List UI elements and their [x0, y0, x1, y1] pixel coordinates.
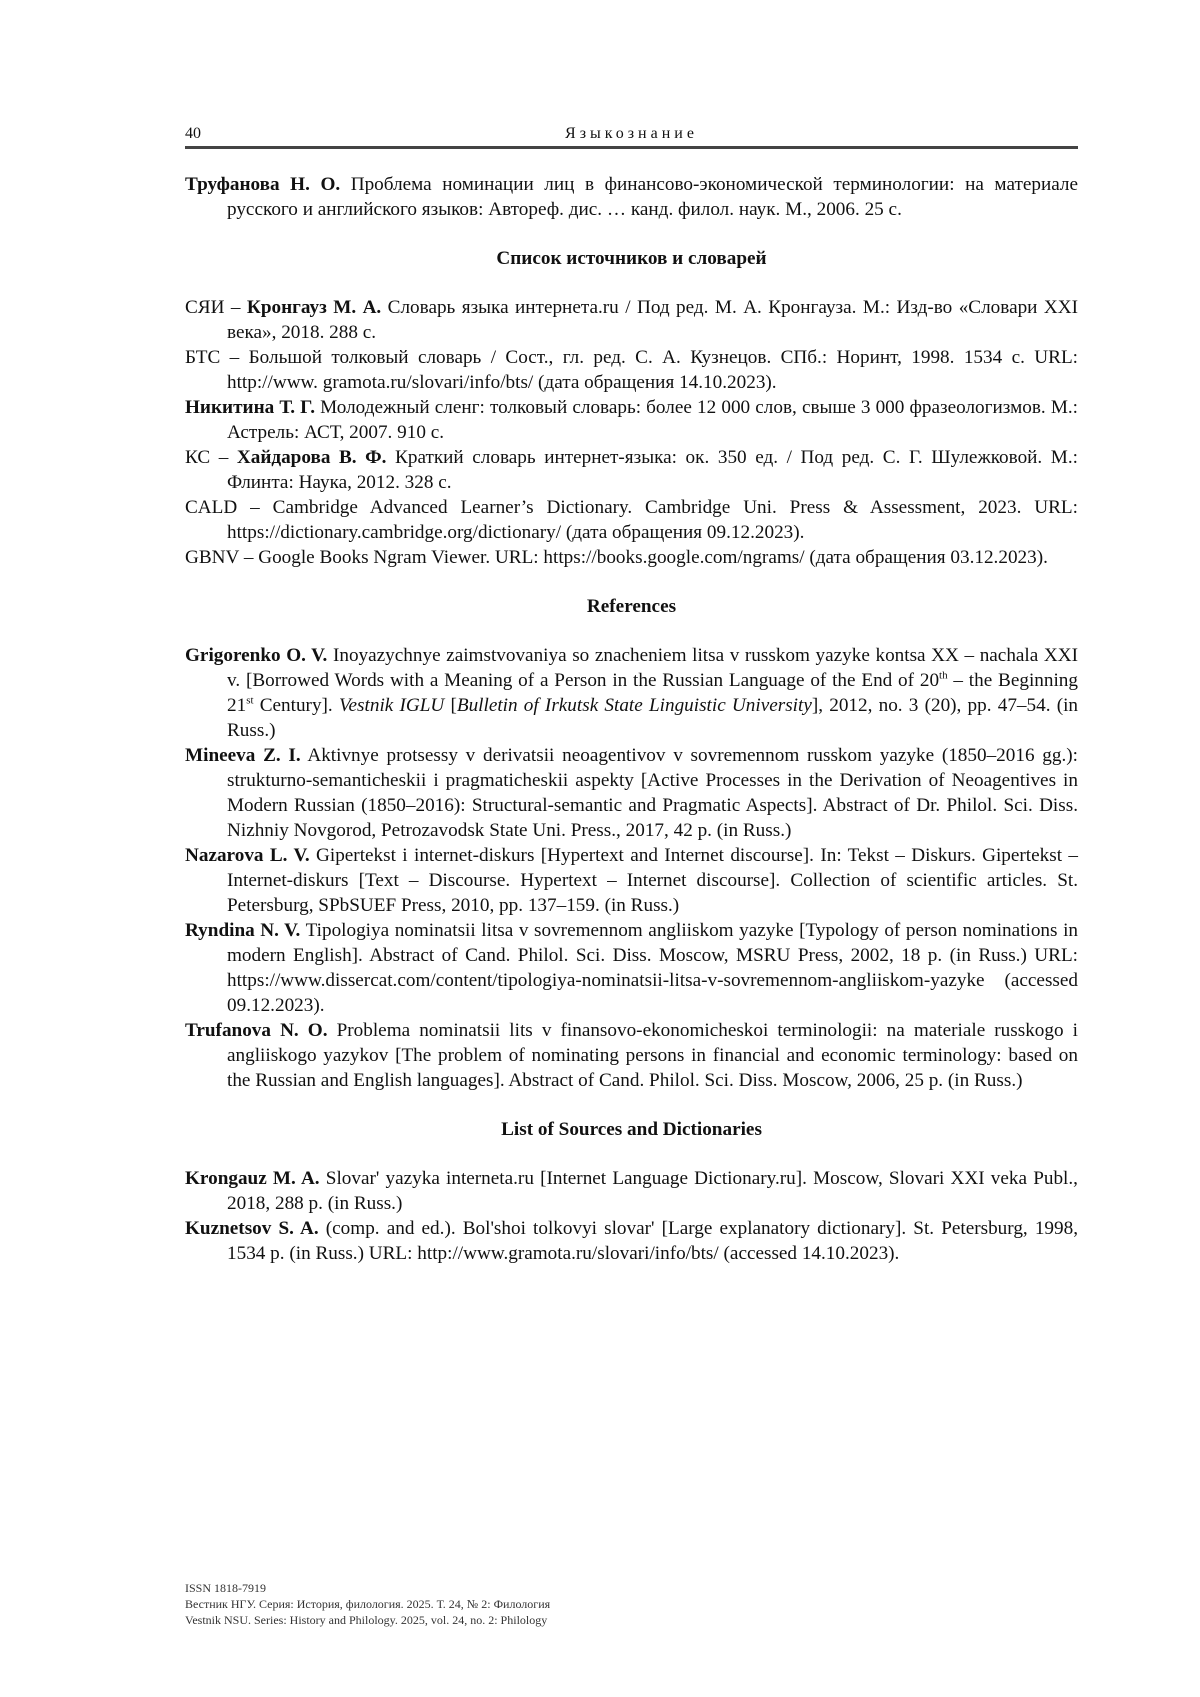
source-entry [185, 345, 1078, 395]
page-footer [185, 1580, 785, 1628]
source-text: Краткий словарь интернет-языка: ок. 350 ед. / Под ред. С. Г. Шулежковой. М.: Флинта: Наука, 2012. 328 с. [227, 447, 1078, 493]
source-entry [185, 1166, 1078, 1216]
source-entry [185, 1216, 1078, 1266]
reference-entry [185, 172, 1078, 222]
superscript: th [939, 670, 948, 682]
reference-text: [ [444, 695, 457, 716]
sources-ru-title: Список источников и словарей [185, 246, 1078, 271]
reference-text: Gipertekst i internet-diskurs [Hypertext and Internet discourse]. In: Tekst – Diskurs. Gipertekst – Internet-diskurs [Text – Discourse. Hypertext – Internet discourse]. Collection of scientific articles. St. Petersburg, SPbSUEF Press, 2010, pp. 137–159. (in Russ.) [227, 845, 1078, 916]
header-rule [185, 146, 1078, 149]
footer-journal-ru: Вестник НГУ. Серия: История, филология. 2025. Т. 24, № 2: Филология [185, 1596, 785, 1612]
source-text: Молодежный сленг: толковый словарь: более 12 000 слов, свыше 3 000 фразеологизмов. М.: Астрель: АСТ, 2007. 910 с. [227, 397, 1078, 443]
journal-title-en: Bulletin of Irkutsk State Linguistic University [457, 695, 812, 716]
page-number: 40 [185, 124, 201, 144]
main-content [185, 172, 1078, 1266]
source-text: CALD – Cambridge Advanced Learner’s Dictionary. Cambridge Uni. Press & Assessment, 2023. URL: https://dictionary.cambridge.org/dictionary/ (дата обращения 09.12.2023). [185, 497, 1078, 543]
superscript: st [246, 695, 253, 707]
reference-text: Tipologiya nominatsii litsa v sovremennom angliiskom yazyke [Typology of person nominations in modern English]. Abstract of Cand. Philol. Sci. Diss. Moscow, MSRU Press, 2002, 18 p. (in Russ.) URL: https://www.dissercat.com/content/tipologiya-nominatsii-litsa-v-sovremennom-angliiskom-yazyke (accessed 09.12.2023). [227, 920, 1078, 1016]
source-text: Словарь языка интернета.ru / Под ред. М. А. Кронгауза. М.: Изд-во «Словари XXI века», 2018. 288 с. [227, 297, 1078, 343]
source-author: Kuznetsov S. A. [185, 1218, 319, 1239]
reference-entry [185, 743, 1078, 843]
source-text: БТС – Большой толковый словарь / Сост., гл. ред. С. А. Кузнецов. СПб.: Норинт, 1998. 1534 с. URL: http://www. gramota.ru/slovari/info/bts/ (дата обращения 14.10.2023). [185, 347, 1078, 393]
reference-text: Проблема номинации лиц в финансово-экономической терминологии: на материале русского и английского языков: Автореф. дис. … канд. филол. наук. М., 2006. 25 с. [227, 174, 1078, 220]
source-author: Никитина Т. Г. [185, 397, 315, 418]
source-entry [185, 445, 1078, 495]
reference-entry [185, 643, 1078, 743]
footer-issn: ISSN 1818-7919 [185, 1580, 785, 1596]
reference-text: – the Beginning 21 [227, 670, 1078, 716]
source-prefix: СЯИ – [185, 297, 247, 318]
source-text: (comp. and ed.). Bol'shoi tolkovyi slovar' [Large explanatory dictionary]. St. Petersburg, 1998, 1534 p. (in Russ.) URL: http://www.gramota.ru/slovari/info/bts/ (accessed 14.10.2023). [227, 1218, 1078, 1264]
source-prefix: КС – [185, 447, 237, 468]
reference-entry [185, 1018, 1078, 1093]
journal-title: Vestnik IGLU [339, 695, 444, 716]
footer-journal-en: Vestnik NSU. Series: History and Philology. 2025, vol. 24, no. 2: Philology [185, 1612, 785, 1628]
source-entry [185, 295, 1078, 345]
source-author: Krongauz M. A. [185, 1168, 320, 1189]
reference-author: Nazarova L. V. [185, 845, 310, 866]
reference-text: Inoyazychnye zaimstvovaniya so znacheniem litsa v russkom yazyke kontsa XX – nachala XXI v. [Borrowed Words with a Meaning of a Person in the Russian Language of the End of 20 [227, 645, 1078, 691]
running-title: Языкознание [185, 124, 1078, 144]
reference-author: Mineeva Z. I. [185, 745, 301, 766]
reference-text: ], 2012, no. 3 (20), pp. 47–54. (in Russ.) [227, 695, 1078, 741]
sources-en-title: List of Sources and Dictionaries [185, 1117, 1078, 1142]
source-author: Кронгауз М. А. [247, 297, 381, 318]
reference-author: Grigorenko O. V. [185, 645, 327, 666]
reference-author: Труфанова Н. О. [185, 174, 340, 195]
reference-text: Problema nominatsii lits v finansovo-ekonomicheskoi terminologii: na materiale russkogo i angliiskogo yazykov [The problem of nominating persons in financial and economic terminology: based on the Russian and English languages]. Abstract of Cand. Philol. Sci. Diss. Moscow, 2006, 25 p. (in Russ.) [227, 1020, 1078, 1091]
source-text: Slovar' yazyka interneta.ru [Internet Language Dictionary.ru]. Moscow, Slovari XXI veka Publ., 2018, 288 p. (in Russ.) [227, 1168, 1078, 1214]
references-title: References [185, 594, 1078, 619]
reference-author: Trufanova N. O. [185, 1020, 328, 1041]
source-author: Хайдарова В. Ф. [237, 447, 387, 468]
source-entry [185, 545, 1078, 570]
running-head [185, 124, 1078, 144]
reference-entry [185, 843, 1078, 918]
source-entry [185, 395, 1078, 445]
source-text: GBNV – Google Books Ngram Viewer. URL: https://books.google.com/ngrams/ (дата обращения 03.12.2023). [185, 547, 1048, 568]
reference-author: Ryndina N. V. [185, 920, 300, 941]
reference-text: Aktivnye protsessy v derivatsii neoagentivov v sovremennom russkom yazyke (1850–2016 gg.): strukturno-semanticheskii i pragmaticheskii aspekty [Active Processes in the Derivation of Neoagentives in Modern Russian (1850–2016): Structural-semantic and Pragmatic Aspects]. Abstract of Dr. Philol. Sci. Diss. Nizhniy Novgorod, Petrozavodsk State Uni. Press., 2017, 42 p. (in Russ.) [227, 745, 1078, 841]
reference-entry [185, 918, 1078, 1018]
reference-text: Century]. [254, 695, 339, 716]
source-entry [185, 495, 1078, 545]
